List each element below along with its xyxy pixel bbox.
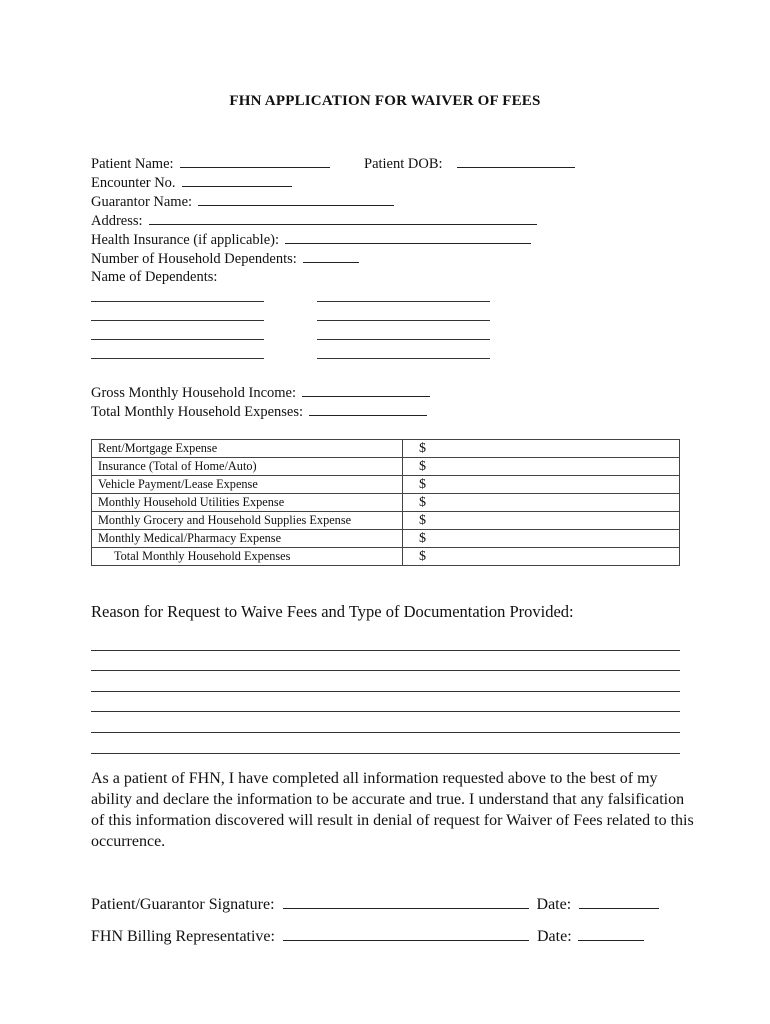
- total-expenses-row: [91, 402, 427, 421]
- dependent-line-field[interactable]: [317, 358, 490, 359]
- patient-dob-label: Patient DOB:: [364, 156, 443, 172]
- billing-date-label: Date:: [536, 928, 572, 945]
- patient-name-label: Patient Name:: [91, 156, 174, 172]
- table-row: [92, 458, 680, 476]
- address-field[interactable]: [149, 211, 537, 225]
- total-expenses-label: Total Monthly Household Expenses:: [91, 404, 304, 420]
- health-insurance-field[interactable]: [285, 230, 531, 244]
- household-dependents-label: Number of Household Dependents:: [91, 251, 297, 267]
- expense-amount-cell[interactable]: $: [403, 440, 680, 458]
- gross-income-row: [91, 383, 430, 402]
- expense-label: Vehicle Payment/Lease Expense: [92, 476, 403, 494]
- expense-label: Rent/Mortgage Expense: [92, 440, 403, 458]
- guarantor-name-row: [91, 192, 394, 211]
- address-label: Address:: [91, 213, 143, 229]
- patient-dob-field[interactable]: [457, 154, 575, 168]
- health-insurance-row: [91, 230, 531, 249]
- reason-heading: Reason for Request to Waive Fees and Type of Documentation Provided:: [91, 602, 574, 621]
- name-of-dependents-label: Name of Dependents:: [91, 269, 218, 285]
- dependent-line-field[interactable]: [91, 339, 264, 340]
- billing-rep-signature-field[interactable]: [283, 926, 529, 941]
- expense-label: Monthly Medical/Pharmacy Expense: [92, 530, 403, 548]
- expense-label: Monthly Grocery and Household Supplies Expense: [92, 512, 403, 530]
- table-row: [92, 494, 680, 512]
- patient-date-field[interactable]: [579, 894, 659, 909]
- declaration-text: As a patient of FHN, I have completed all information requested above to the best of my ability and declare the information to be accurate and true. I understand that any falsification of this information discovered will result in denial of request for Waiver of Fees related to this occurrence.: [91, 770, 694, 850]
- health-insurance-label: Health Insurance (if applicable):: [91, 232, 280, 248]
- expense-amount-cell[interactable]: $: [403, 476, 680, 494]
- dependent-line-field[interactable]: [91, 301, 264, 302]
- billing-date-field[interactable]: [578, 926, 644, 941]
- patient-name-row: [91, 154, 330, 173]
- billing-representative-label: FHN Billing Representative:: [91, 928, 275, 945]
- patient-signature-row: [91, 894, 659, 914]
- expense-label: Monthly Household Utilities Expense: [92, 494, 403, 512]
- gross-income-field[interactable]: [302, 383, 430, 397]
- reason-line-field[interactable]: [91, 753, 680, 754]
- patient-date-label: Date:: [536, 896, 572, 913]
- address-row: [91, 211, 537, 230]
- dependent-line-field[interactable]: [91, 358, 264, 359]
- dependent-line-field[interactable]: [317, 339, 490, 340]
- billing-rep-row: [91, 926, 644, 946]
- patient-dob-row: [364, 154, 575, 173]
- reason-line-field[interactable]: [91, 732, 680, 733]
- patient-name-field[interactable]: [180, 154, 330, 168]
- expense-label: Insurance (Total of Home/Auto): [92, 458, 403, 476]
- encounter-no-row: [91, 173, 292, 192]
- dependent-line-field[interactable]: [91, 320, 264, 321]
- expense-table: [91, 439, 680, 566]
- expense-amount-cell[interactable]: $: [403, 458, 680, 476]
- reason-line-field[interactable]: [91, 711, 680, 712]
- expense-amount-cell[interactable]: $: [403, 494, 680, 512]
- expense-total-label: Total Monthly Household Expenses: [92, 548, 403, 566]
- table-row: [92, 440, 680, 458]
- patient-guarantor-signature-label: Patient/Guarantor Signature:: [91, 896, 275, 913]
- encounter-no-label: Encounter No.: [91, 175, 176, 191]
- dependent-line-field[interactable]: [317, 320, 490, 321]
- guarantor-name-field[interactable]: [198, 192, 394, 206]
- expense-total-cell[interactable]: $: [403, 548, 680, 566]
- expense-amount-cell[interactable]: $: [403, 530, 680, 548]
- reason-line-field[interactable]: [91, 670, 680, 671]
- table-row: [92, 512, 680, 530]
- total-expenses-field[interactable]: [309, 402, 427, 416]
- gross-income-label: Gross Monthly Household Income:: [91, 385, 296, 401]
- patient-signature-field[interactable]: [283, 894, 529, 909]
- expense-amount-cell[interactable]: $: [403, 512, 680, 530]
- dependents-count-row: [91, 249, 359, 268]
- reason-line-field[interactable]: [91, 650, 680, 651]
- guarantor-name-label: Guarantor Name:: [91, 194, 193, 210]
- form-title: FHN APPLICATION FOR WAIVER OF FEES: [229, 93, 541, 109]
- household-dependents-field[interactable]: [303, 249, 359, 263]
- reason-line-field[interactable]: [91, 691, 680, 692]
- table-row: [92, 476, 680, 494]
- table-row: [92, 548, 680, 566]
- dependent-line-field[interactable]: [317, 301, 490, 302]
- encounter-no-field[interactable]: [182, 173, 292, 187]
- table-row: [92, 530, 680, 548]
